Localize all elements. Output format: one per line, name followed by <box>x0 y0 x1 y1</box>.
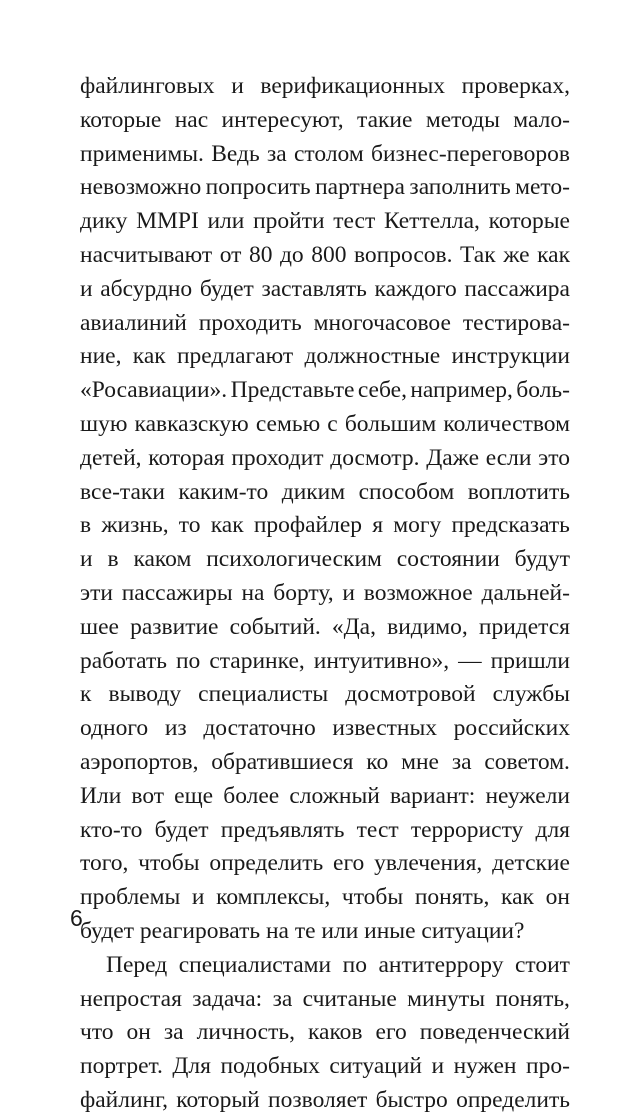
text-line: Перед специалистами по антитеррору стоит <box>106 951 570 978</box>
text-line: шую кавказскую семью с большим количеством <box>80 410 570 437</box>
text-line: шее развитие событий. «Да, видимо, придется <box>80 613 570 640</box>
text-line: и в каком психологическим состоянии будут <box>80 546 570 573</box>
text-line: и абсурдно будет заставлять каждого пассажира <box>80 275 570 302</box>
text-line: авиалиний проходить многочасовое тестирова- <box>80 309 570 336</box>
text-line: которые нас интересуют, такие методы мало- <box>80 106 570 133</box>
text-line: все-таки каким-то диким способом воплотить <box>80 478 570 505</box>
text-line: что он за личность, каков его поведенческий <box>80 1019 570 1046</box>
text-line: Или вот еще более сложный вариант: неужели <box>80 782 570 809</box>
text-line: применимы. Ведь за столом бизнес-переговоров <box>80 140 570 167</box>
text-line: файлинговых и верификационных проверках, <box>80 73 570 99</box>
text-line: проблемы и комплексы, чтобы понять, как он <box>80 884 570 911</box>
text-line: кто-то будет предъявлять тест террористу для <box>80 816 570 843</box>
text-line: ние, как предлагают должностные инструкции <box>80 343 570 370</box>
text-line: насчитывают от 80 до 800 вопросов. Так же как <box>80 241 570 268</box>
page-number: 6 <box>70 905 83 931</box>
text-line: к выводу специалисты досмотровой службы <box>80 681 570 708</box>
text-line: непростая задача: за считаные минуты понять, <box>80 985 570 1012</box>
text-line: того, чтобы определить его увлечения, детские <box>80 850 570 877</box>
text-line: будет реагировать на те или иные ситуации? <box>80 917 525 944</box>
text-line: файлинг, который позволяет быстро определить <box>80 1086 570 1113</box>
text-line: в жизнь, то как профайлер я могу предсказать <box>80 512 570 539</box>
text-line: аэропортов, обратившиеся ко мне за советом. <box>80 748 570 775</box>
text-line: дику MMPI или пройти тест Кеттелла, которые <box>80 208 570 235</box>
body-text <box>80 70 570 1118</box>
text-line: портрет. Для подобных ситуаций и нужен про- <box>80 1053 570 1080</box>
text-line: невозможно попросить партнера заполнить мето- <box>80 174 570 201</box>
text-line: «Росавиации». Представьте себе, например, боль- <box>80 377 570 404</box>
text-line: эти пассажиры на борту, и возможное дальней- <box>80 579 570 606</box>
text-line: детей, которая проходит досмотр. Даже если это <box>80 444 570 471</box>
text-line: одного из достаточно известных российских <box>80 715 570 742</box>
text-line: работать по старинке, интуитивно», — пришли <box>80 647 570 674</box>
